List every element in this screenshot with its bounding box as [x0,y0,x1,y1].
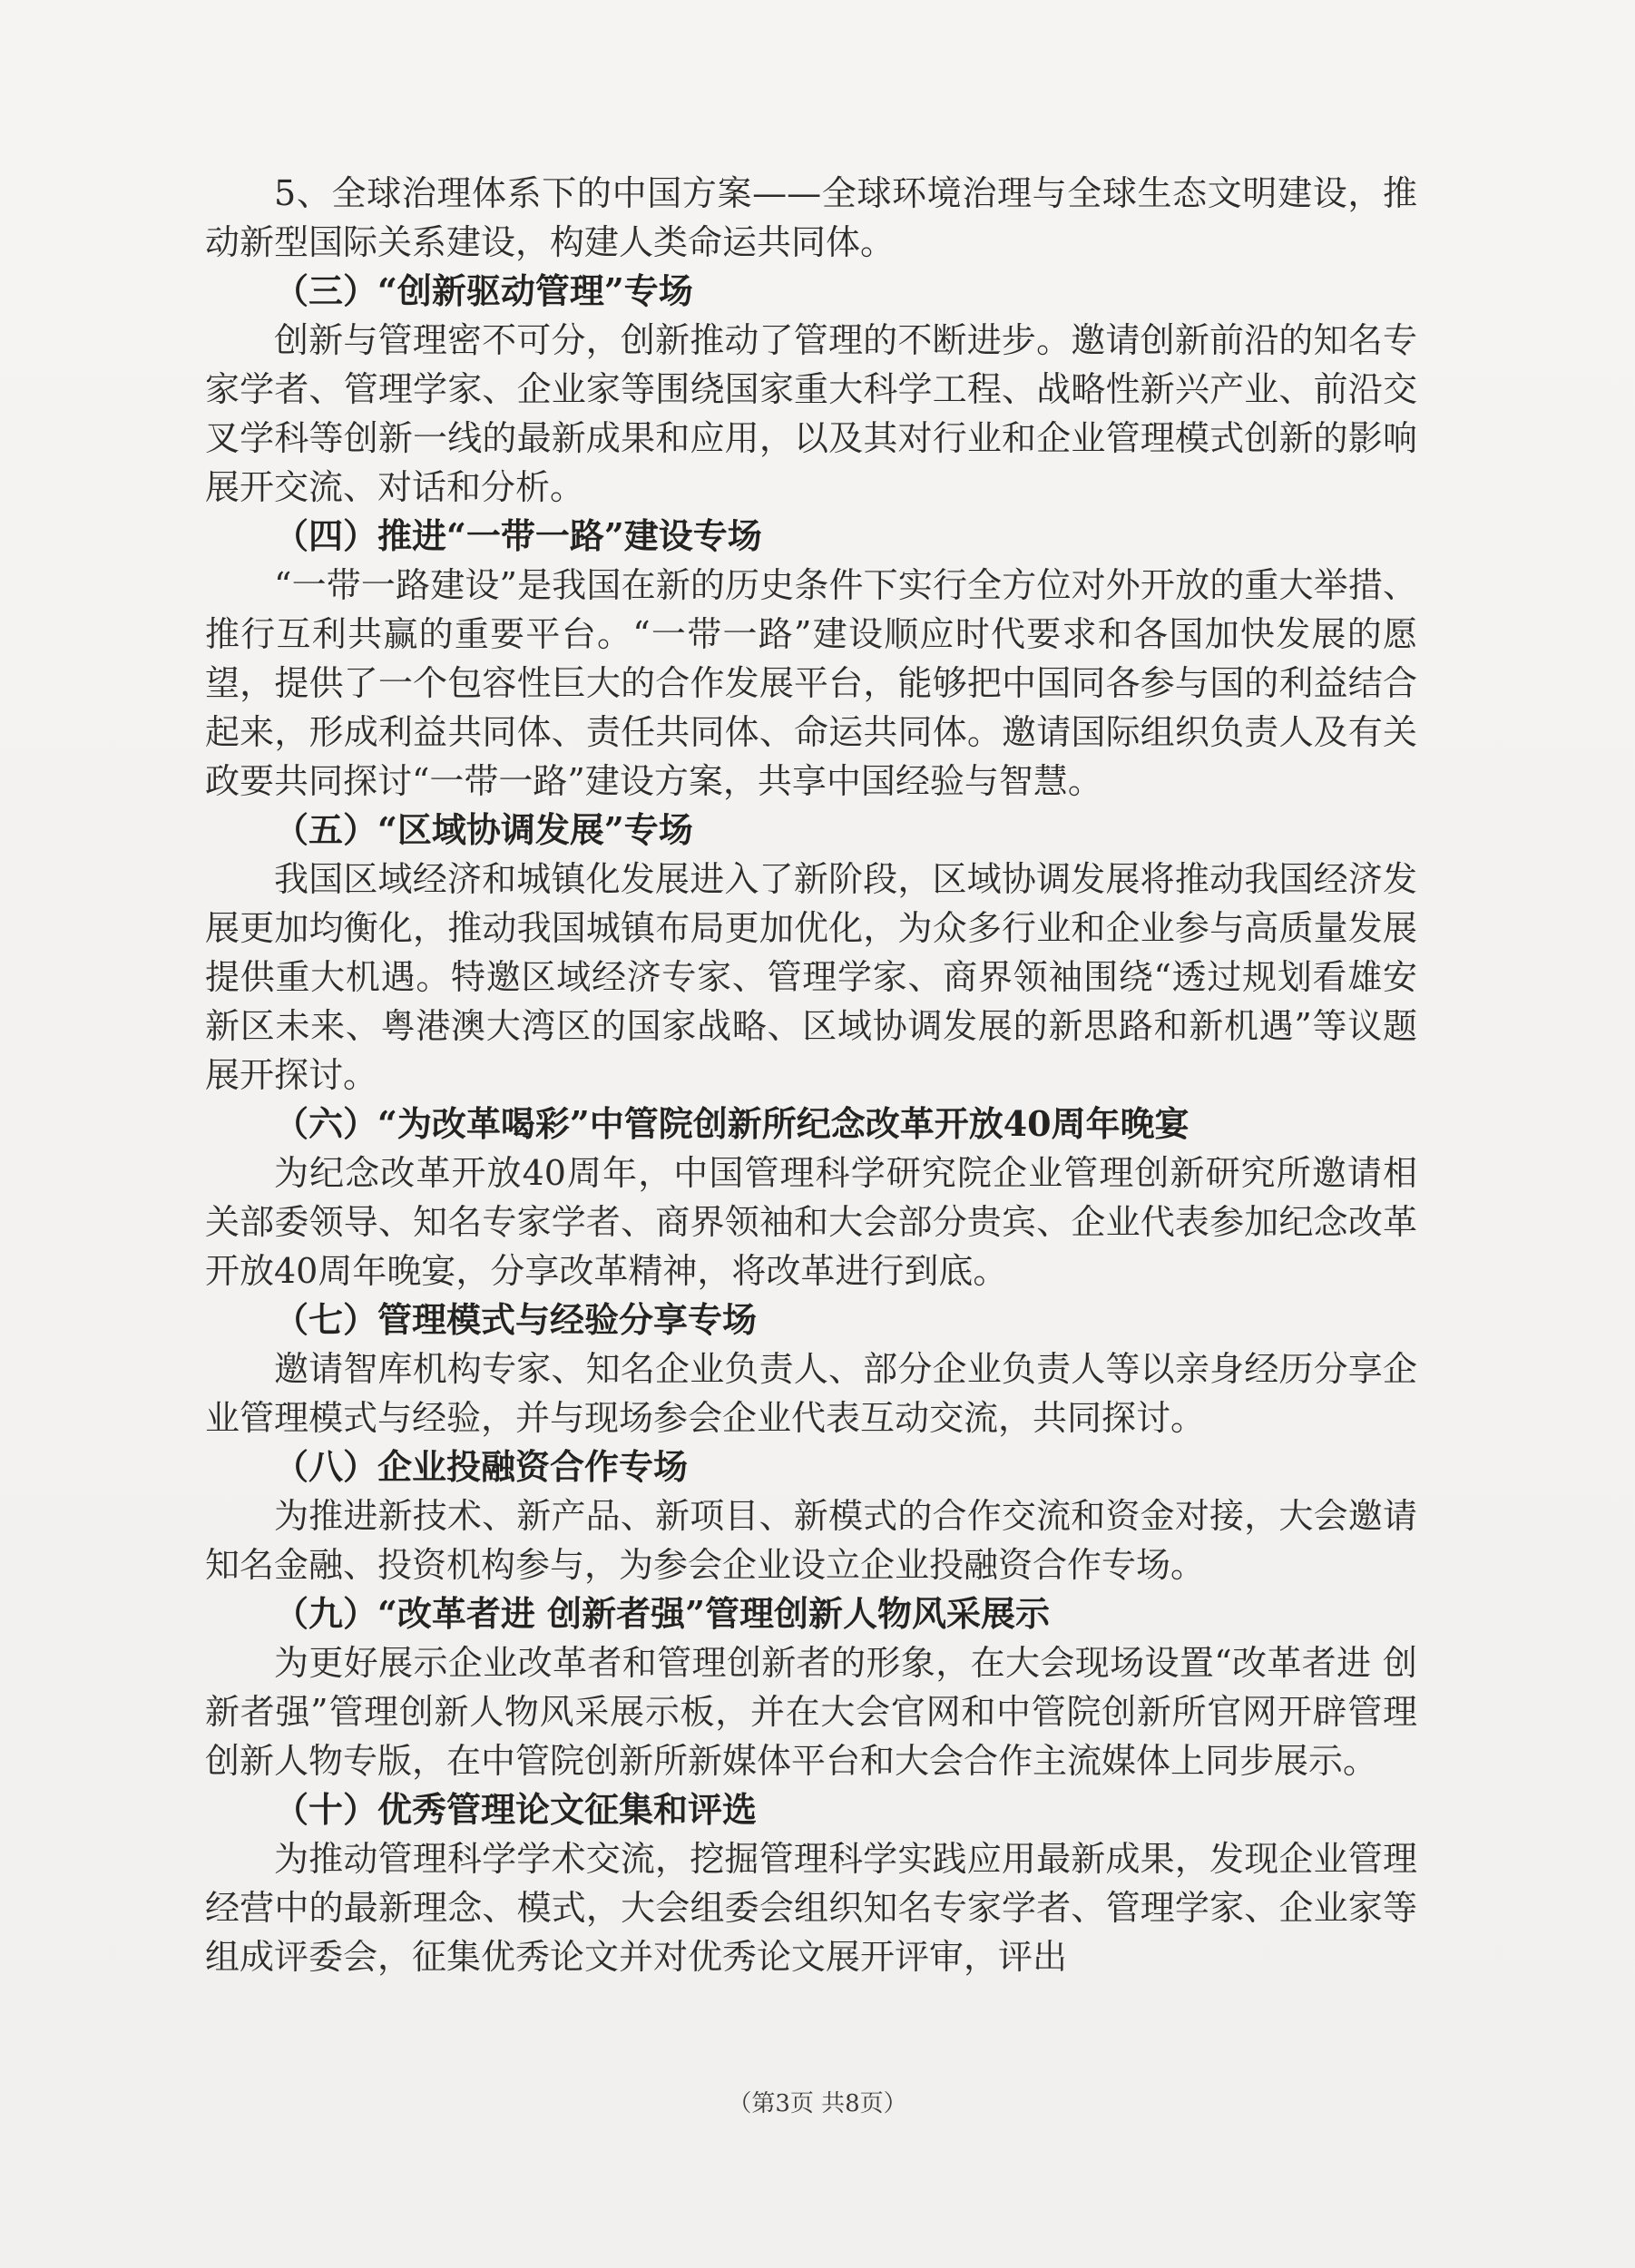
paragraph: “一带一路建设”是我国在新的历史条件下实行全方位对外开放的重大举措、推行互利共赢的重要平台。“一带一路”建设顺应时代要求和各国加快发展的愿望，提供了一个包容性巨大的合作发展平台，能够把中国同各参与国的利益结合起来，形成利益共同体、责任共同体、命运共同体。邀请国际组织负责人及有关政要共同探讨“一带一路”建设方案，共享中国经验与智慧。 [205,565,1417,801]
paragraph: 为纪念改革开放40周年，中国管理科学研究院企业管理创新研究所邀请相关部委领导、知名专家学者、商界领袖和大会部分贵宾、企业代表参加纪念改革开放40周年晚宴，分享改革精神，将改革进行到底。 [205,1153,1417,1291]
section-heading: （七）管理模式与经验分享专场 [274,1299,758,1340]
paragraph: 为推进新技术、新产品、新项目、新模式的合作交流和资金对接，大会邀请知名金融、投资机构参与，为参会企业设立企业投融资合作专场。 [205,1496,1417,1585]
section-heading: （四）推进“一带一路”建设专场 [274,515,762,556]
document-body [205,169,1417,1981]
section-heading: （九）“改革者进 创新者强”管理创新人物风采展示 [274,1593,1050,1634]
paragraph: 为更好展示企业改革者和管理创新者的形象，在大会现场设置“改革者进 创新者强”管理创新人物风采展示板，并在大会官网和中管院创新所官网开辟管理创新人物专版，在中管院创新所新媒体平台和大会合作主流媒体上同步展示。 [205,1643,1417,1781]
section-heading: （六）“为改革喝彩”中管院创新所纪念改革开放40周年晚宴 [274,1103,1190,1144]
paragraph: 创新与管理密不可分，创新推动了管理的不断进步。邀请创新前沿的知名专家学者、管理学家、企业家等围绕国家重大科学工程、战略性新兴产业、前沿交叉学科等创新一线的最新成果和应用，以及其对行业和企业管理模式创新的影响展开交流、对话和分析。 [205,320,1417,507]
section-heading: （三）“创新驱动管理”专场 [274,270,693,311]
section-heading: （五）“区域协调发展”专场 [274,809,693,850]
paragraph: 为推动管理科学学术交流，挖掘管理科学实践应用最新成果，发现企业管理经营中的最新理念、模式，大会组委会组织知名专家学者、管理学家、企业家等组成评委会，征集优秀论文并对优秀论文展开评审，评出 [205,1839,1417,1977]
section-heading: （八）企业投融资合作专场 [274,1446,689,1487]
paragraph: 我国区域经济和城镇化发展进入了新阶段，区域协调发展将推动我国经济发展更加均衡化，推动我国城镇布局更加优化，为众多行业和企业参与高质量发展提供重大机遇。特邀区域经济专家、管理学家、商界领袖围绕“透过规划看雄安新区未来、粤港澳大湾区的国家战略、区域协调发展的新思路和新机遇”等议题展开探讨。 [205,859,1417,1095]
paragraph: 5、全球治理体系下的中国方案——全球环境治理与全球生态文明建设，推动新型国际关系建设，构建人类命运共同体。 [205,173,1417,262]
paragraph: 邀请智库机构专家、知名企业负责人、部分企业负责人等以亲身经历分享企业管理模式与经验，并与现场参会企业代表互动交流，共同探讨。 [205,1349,1417,1438]
section-heading: （十）优秀管理论文征集和评选 [274,1789,758,1830]
page-number-footer: （第3页 共8页） [728,2090,907,2117]
